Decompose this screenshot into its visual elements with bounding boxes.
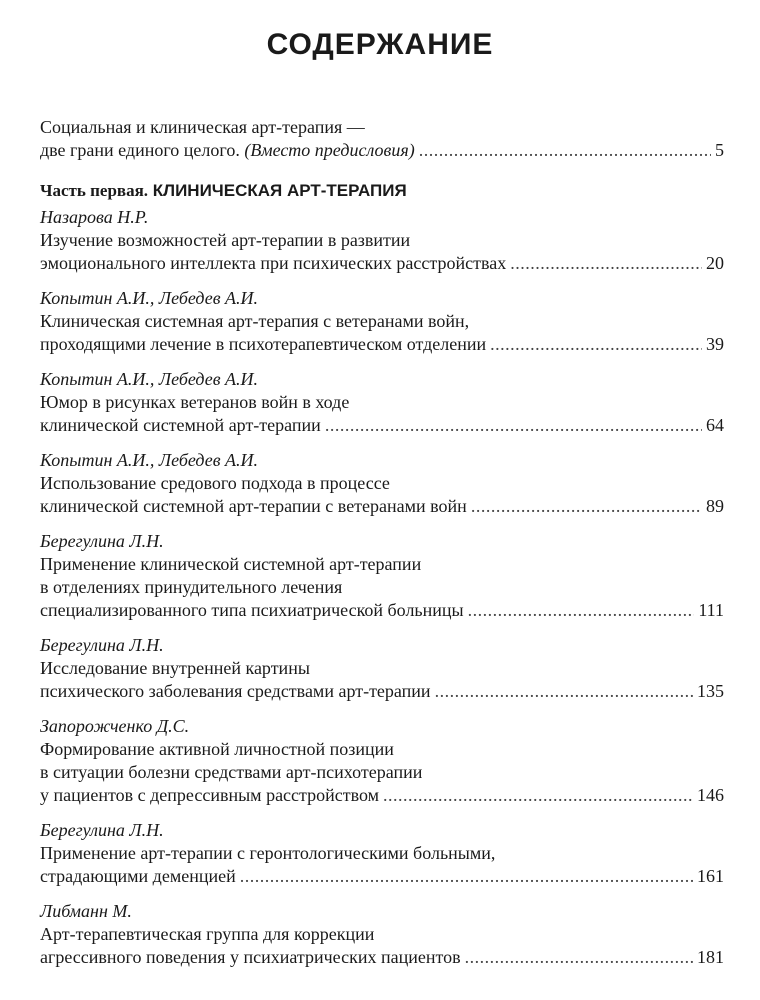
part-name: КЛИНИЧЕСКАЯ АРТ-ТЕРАПИЯ <box>152 181 407 200</box>
page-number: 39 <box>706 334 724 354</box>
entry-last-line <box>40 946 724 969</box>
entry-last-line <box>40 680 724 703</box>
entry-text: агрессивного поведения у психиатрических пациентов <box>40 947 461 967</box>
entry-text: эмоционального интеллекта при психических расстройствах <box>40 253 507 273</box>
entry-line: в ситуации болезни средствами арт-психотерапии <box>40 762 423 782</box>
entry-last-line <box>40 252 724 275</box>
page-number: 20 <box>706 253 724 273</box>
entry-author: Копытин А.И., Лебедев А.И. <box>40 369 259 389</box>
dot-leader <box>471 495 702 518</box>
toc-entry[interactable] <box>40 206 724 275</box>
dot-leader <box>325 414 702 437</box>
entry-line: Использование средового подхода в процессе <box>40 473 390 493</box>
entry-text <box>40 139 415 162</box>
entry-last-line <box>40 495 724 518</box>
entry-text: страдающими деменцией <box>40 866 236 886</box>
page-number: 89 <box>706 496 724 516</box>
entry-line: Применение арт-терапии с геронтологическими больными, <box>40 843 496 863</box>
entry-last-line <box>40 414 724 437</box>
dot-leader <box>435 680 693 703</box>
entry-line: Юмор в рисунках ветеранов войн в ходе <box>40 392 350 412</box>
entry-line: Формирование активной личностной позиции <box>40 739 394 759</box>
entry-text: проходящими лечение в психотерапевтическом отделении <box>40 334 487 354</box>
dot-leader <box>419 139 711 162</box>
page-number: 5 <box>715 140 724 160</box>
entry-author: Копытин А.И., Лебедев А.И. <box>40 450 259 470</box>
toc-entry[interactable] <box>40 715 724 807</box>
dot-leader <box>490 333 702 356</box>
toc-entry[interactable] <box>40 900 724 969</box>
page-number: 146 <box>697 785 724 805</box>
entry-author: Берегулина Л.Н. <box>40 531 164 551</box>
toc-entries <box>40 206 724 969</box>
page-number: 64 <box>706 415 724 435</box>
dot-leader <box>240 865 693 888</box>
entry-text: клинической системной арт-терапии <box>40 415 321 435</box>
dot-leader <box>510 252 702 275</box>
toc-entry[interactable] <box>40 287 724 356</box>
entry-line: в отделениях принудительного лечения <box>40 577 343 597</box>
entry-last-line <box>40 865 724 888</box>
entry-line: Арт-терапевтическая группа для коррекции <box>40 924 375 944</box>
page-title: СОДЕРЖАНИЕ <box>266 28 494 61</box>
entry-author: Либманн М. <box>40 901 132 921</box>
toc-entry[interactable] <box>40 634 724 703</box>
part-label: Часть первая. <box>40 181 149 200</box>
entry-line: Изучение возможностей арт-терапии в развитии <box>40 230 411 250</box>
table-of-contents <box>40 116 724 981</box>
dot-leader <box>468 599 695 622</box>
entry-last-line <box>40 333 724 356</box>
part-heading <box>40 180 724 202</box>
entry-author: Запорожченко Д.С. <box>40 716 190 736</box>
toc-entry[interactable] <box>40 368 724 437</box>
toc-entry[interactable] <box>40 530 724 622</box>
entry-last-line <box>40 599 724 622</box>
page-number: 181 <box>697 947 724 967</box>
entry-text: специализированного типа психиатрической больницы <box>40 600 464 620</box>
entry-author: Берегулина Л.Н. <box>40 820 164 840</box>
entry-line: Исследование внутренней картины <box>40 658 310 678</box>
entry-text: психического заболевания средствами арт-терапии <box>40 681 431 701</box>
page-number: 111 <box>698 600 724 620</box>
page-number: 135 <box>697 681 724 701</box>
toc-entry-intro[interactable] <box>40 116 724 162</box>
intro-italic: (Вместо предисловия) <box>244 140 415 160</box>
entry-text: у пациентов с депрессивным расстройством <box>40 785 380 805</box>
entry-line: Применение клинической системной арт-терапии <box>40 554 422 574</box>
entry-last-line <box>40 784 724 807</box>
entry-author: Берегулина Л.Н. <box>40 635 164 655</box>
page-number: 161 <box>697 866 724 886</box>
dot-leader <box>383 784 693 807</box>
entry-line: Социальная и клиническая арт-терапия — <box>40 117 365 137</box>
entry-last-line <box>40 139 724 162</box>
entry-author: Назарова Н.Р. <box>40 207 149 227</box>
intro-text: две грани единого целого. <box>40 140 240 160</box>
toc-entry[interactable] <box>40 819 724 888</box>
dot-leader <box>465 946 693 969</box>
entry-line: Клиническая системная арт-терапия с ветеранами войн, <box>40 311 470 331</box>
entry-author: Копытин А.И., Лебедев А.И. <box>40 288 259 308</box>
entry-text: клинической системной арт-терапии с ветеранами войн <box>40 496 467 516</box>
toc-entry[interactable] <box>40 449 724 518</box>
